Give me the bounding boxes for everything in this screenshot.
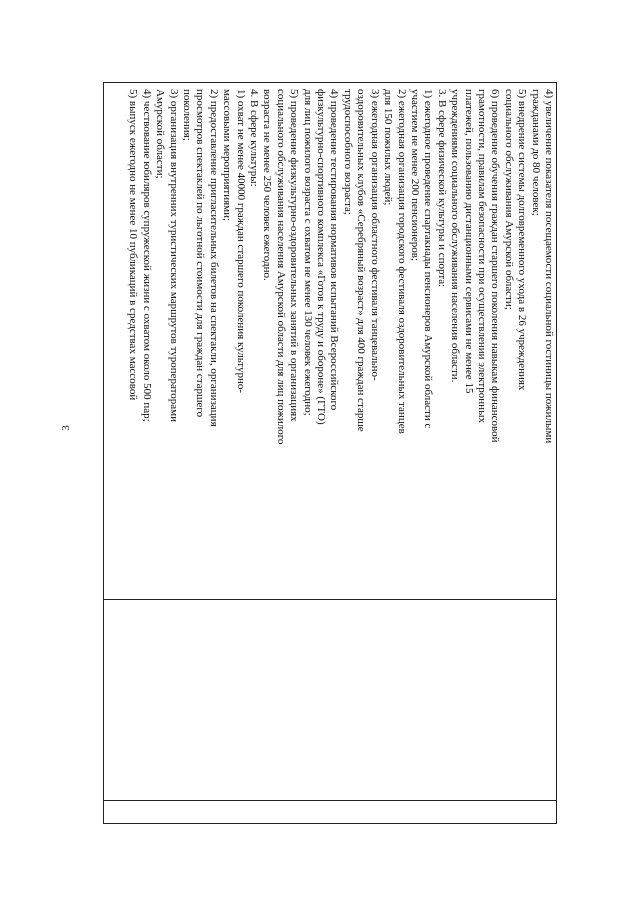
text-line: платежей, пользованию дистанционными сервисами не менее 15 bbox=[462, 89, 475, 394]
text-line: просмотров спектаклей по льготной стоимости для граждан старшего bbox=[194, 89, 207, 418]
document-table bbox=[103, 82, 557, 824]
text-line: возраста не менее 250 человек ежегодно. bbox=[261, 89, 274, 281]
text-line: 4) проведение тестирования нормативов испытаний Всероссийского bbox=[328, 89, 341, 411]
text-line: 5) выпуск ежегодно не менее 10 публикаций в средствах массовой bbox=[127, 89, 140, 401]
text-line: 4) увеличение показателя посещаемости социальной гостиницы пожилыми bbox=[543, 89, 555, 444]
text-line: 3. В сфере физической культуры и спорта: bbox=[435, 89, 448, 288]
text-line: оздоровительных клубов «Серебряный возраст» для 400 граждан старше bbox=[355, 89, 368, 432]
text-line: гражданами до 80 человек; bbox=[529, 89, 542, 216]
text-line: социального обслуживания населения Амурской области для лиц пожилого bbox=[274, 89, 287, 445]
text-line: социального обслуживания Амурской области; bbox=[502, 89, 515, 310]
content-cell bbox=[104, 83, 557, 599]
text-line: 4. В сфере культуры: bbox=[248, 89, 261, 187]
text-line: участием не менее 200 пенсионеров; bbox=[408, 89, 421, 262]
text-line: трудоспособного возраста; bbox=[341, 89, 354, 215]
text-line: 1) охват не менее 40000 граждан старшего поколения культурно- bbox=[234, 89, 247, 393]
empty-cell bbox=[104, 801, 556, 824]
text-line: учреждениями социального обслуживания населения области. bbox=[449, 89, 462, 383]
text-line: 1) ежегодное проведение спартакиады пенсионеров Амурской области с bbox=[422, 89, 435, 429]
rotated-text-block bbox=[104, 83, 557, 599]
text-line: 2) ежегодная организация городского фестиваля оздоровительных танцев bbox=[395, 89, 408, 434]
empty-cell bbox=[104, 600, 556, 800]
text-line: 3) ежегодная организация областного фестиваля танцевально- bbox=[368, 89, 381, 381]
text-line: для 150 пожилых людей; bbox=[382, 89, 395, 206]
text-line: для лиц пожилого возраста с охватом не менее 130 человек ежегодно; bbox=[301, 89, 314, 416]
text-line: поколения; bbox=[181, 89, 194, 141]
text-line: физкультурно-спортивного комплекса «Готов к труду и обороне» (ГТО) bbox=[315, 89, 328, 425]
text-line: 6) проведение обучения граждан старшего поколения навыкам финансовой bbox=[489, 89, 502, 443]
text-line: Амурской области; bbox=[154, 89, 167, 179]
text-line: 5) проведение физкультурно-оздоровительных занятий в организациях bbox=[288, 89, 301, 422]
page-number: 3 bbox=[60, 425, 72, 431]
text-line: 5) внедрение системы долговременного ухода в 26 учреждениях bbox=[516, 89, 529, 391]
text-line: массовыми мероприятиями; bbox=[221, 89, 234, 222]
text-line: грамотности, правилам безопасности при осуществлении электронных bbox=[475, 89, 488, 423]
text-line: 4) чествование юбиляров супружеской жизни с охватом около 500 пар; bbox=[140, 89, 153, 422]
text-line: 2) предоставление пригласительных билетов на спектакли, организация bbox=[207, 89, 220, 427]
text-line: 3) организация внутренних туристических маршрутов туроператорами bbox=[167, 89, 180, 423]
